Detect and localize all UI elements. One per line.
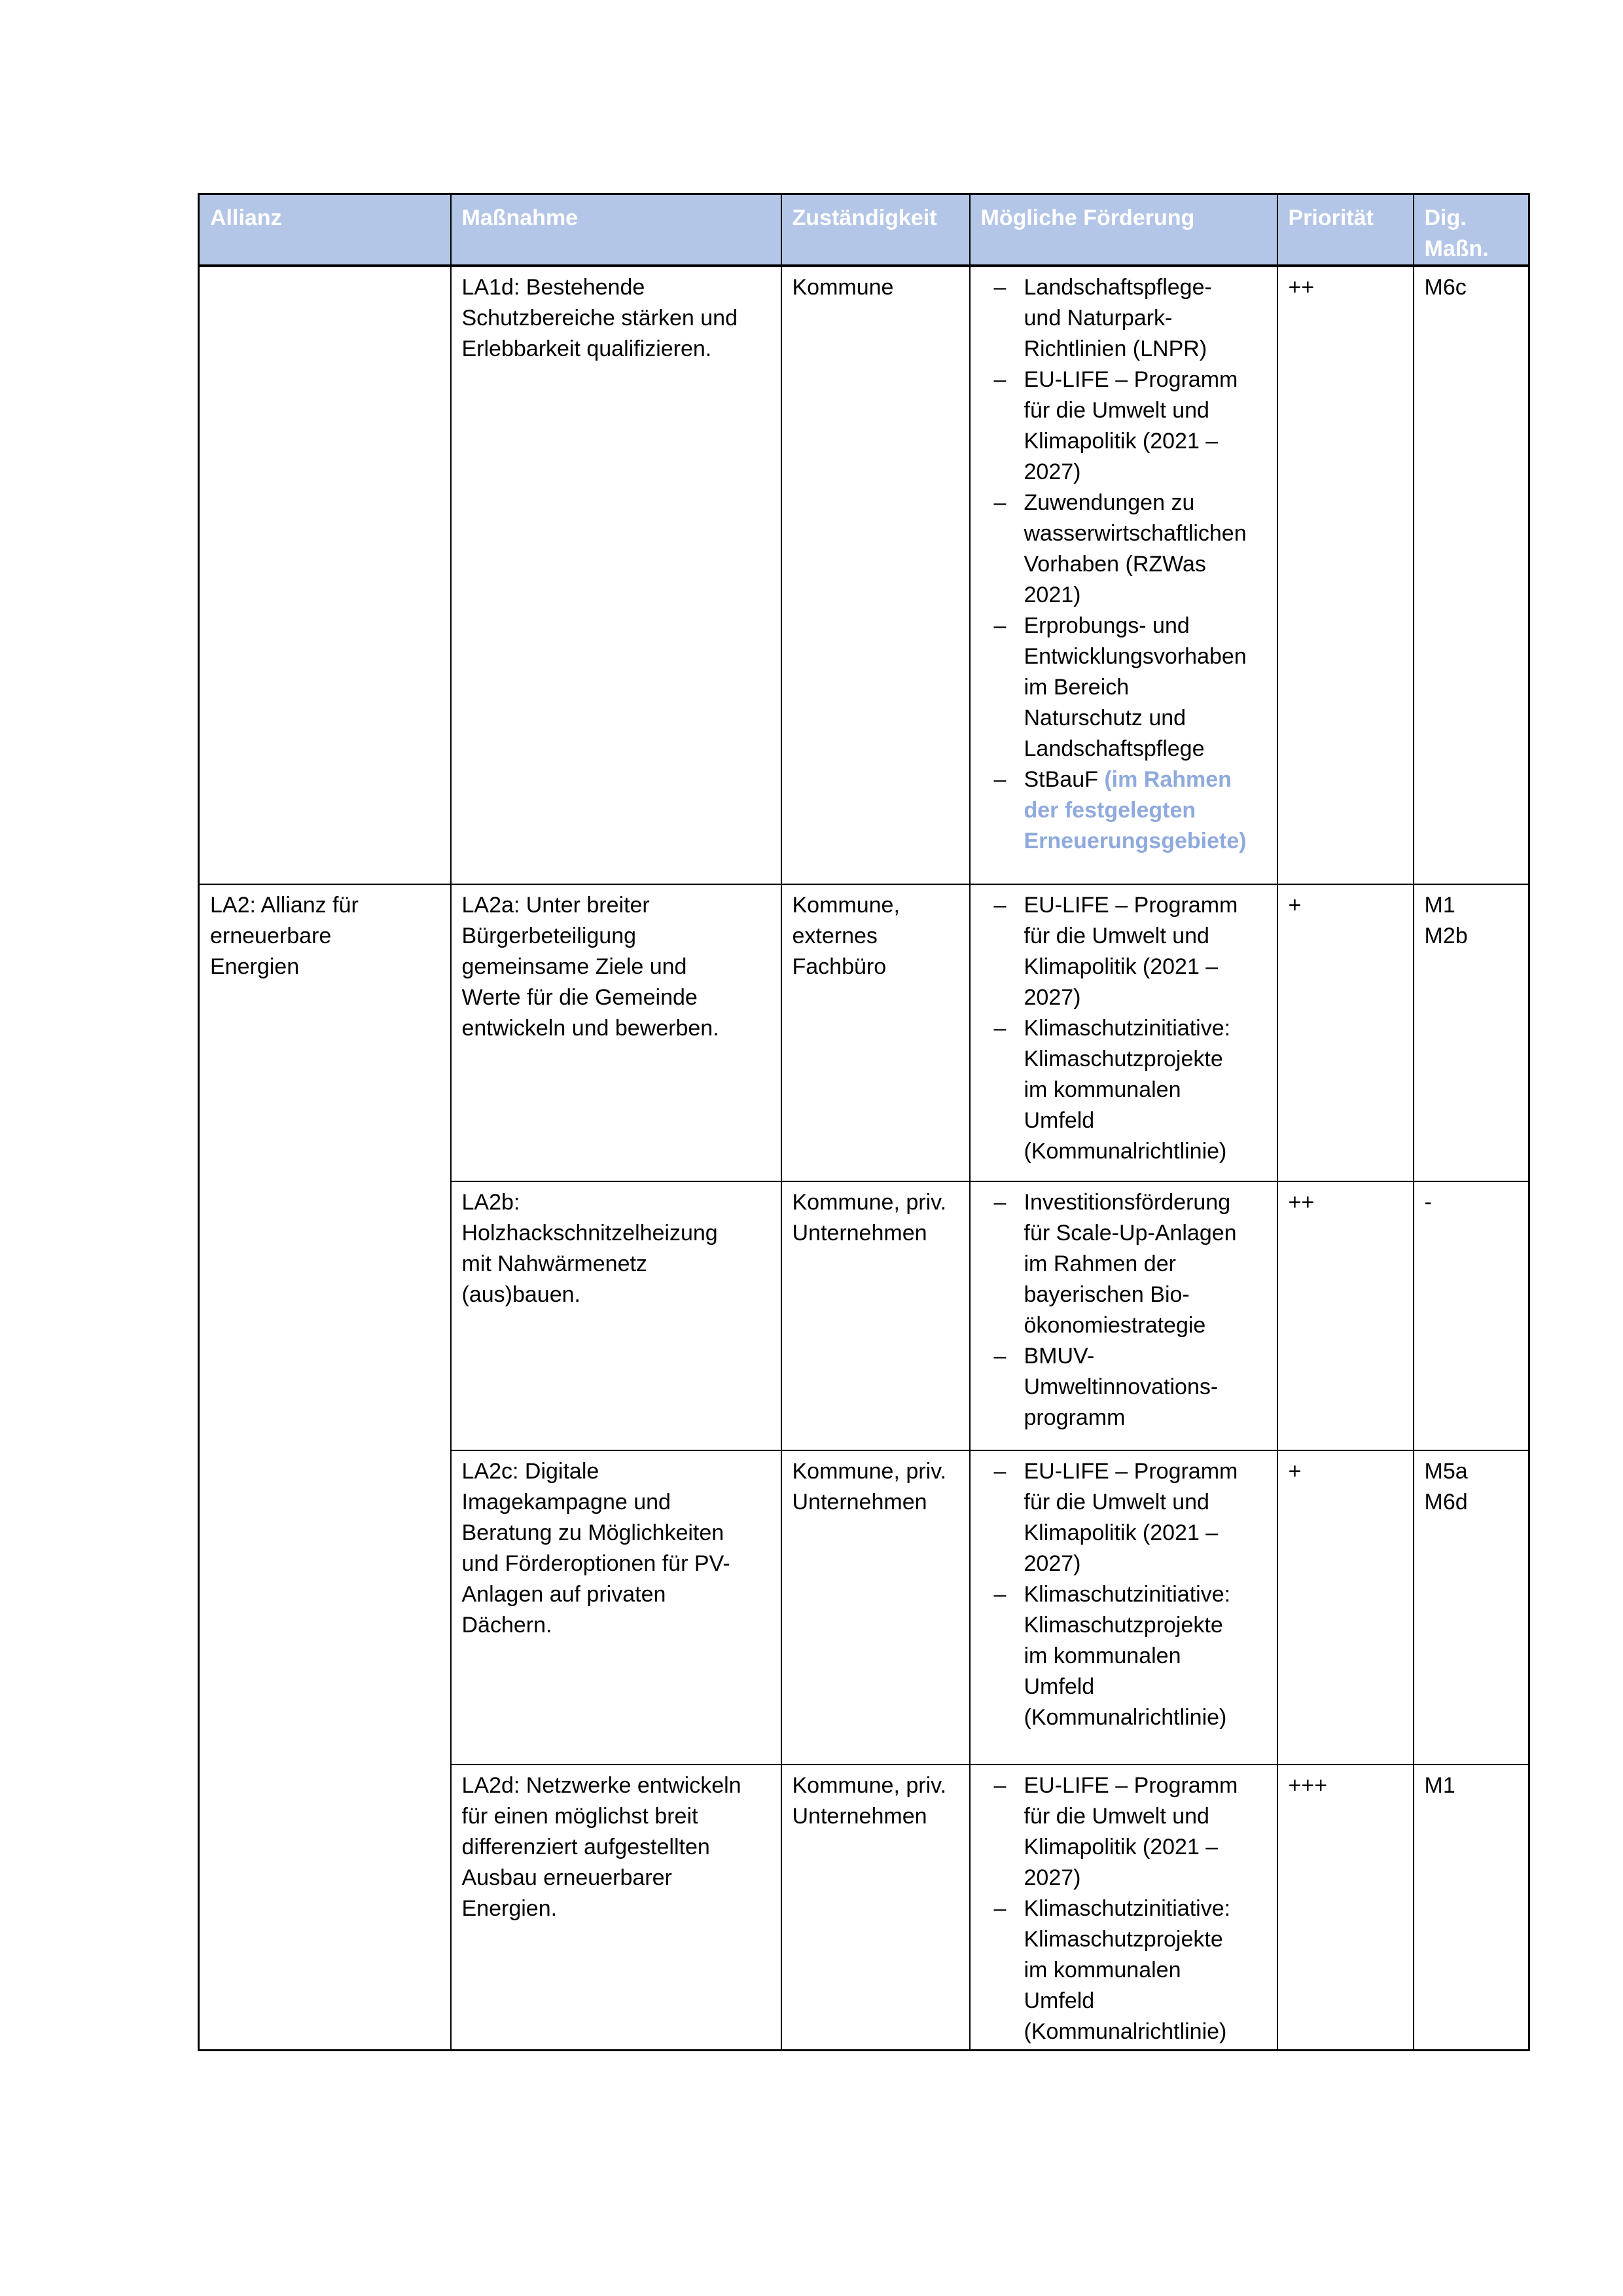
table-row-la1d	[199, 266, 1529, 884]
allianz-text: LA2: Allianz für erneuerbare Energien	[210, 893, 359, 979]
column-header-dig	[1414, 194, 1529, 266]
funding-item-text: Klimaschutzinitiative: Klimaschutzprojekte im kommunalen Umfeld (Kommunalrichtlinie)	[1024, 1016, 1231, 1164]
column-header-zustaendigkeit: Zuständigkeit	[781, 194, 970, 266]
funding-item-text: EU-LIFE – Programm für die Umwelt und Klimapolitik (2021 – 2027)	[1024, 1773, 1238, 1890]
prioritaet-value: ++	[1288, 1190, 1315, 1215]
prioritaet-value: +	[1288, 893, 1302, 918]
zustaendigkeit-text: Kommune, priv. Unternehmen	[792, 1773, 947, 1829]
funding-item	[994, 272, 1249, 365]
funding-list	[981, 1187, 1272, 1433]
massnahme-text: LA2b: Holzhackschnitzelheizung mit Nahwärmenetz (aus)bauen.	[461, 1190, 718, 1307]
massnahme-cell	[451, 266, 781, 884]
funding-item	[994, 611, 1249, 764]
funding-item-text: EU-LIFE – Programm für die Umwelt und Klimapolitik (2021 – 2027)	[1024, 1459, 1238, 1576]
prioritaet-value: +++	[1288, 1773, 1328, 1798]
massnahme-text: LA2c: Digitale Imagekampagne und Beratung zu Möglichkeiten und Förderoptionen für PV-Anlagen auf privaten Dächern.	[461, 1459, 730, 1638]
funding-item	[994, 1770, 1249, 1893]
dig-value: M1	[1424, 1773, 1455, 1798]
dig-cell	[1414, 266, 1529, 884]
dig-value: M6c	[1424, 275, 1467, 300]
massnahme-text: LA2d: Netzwerke entwickeln für einen möglichst breit differenziert aufgestellten Ausbau erneuerbarer Energien.	[461, 1773, 741, 1921]
allianz-cell-la2	[199, 884, 451, 2050]
foerderung-cell	[970, 1450, 1277, 1765]
funding-item	[994, 488, 1249, 611]
funding-item-text: Zuwendungen zu wasserwirtschaftlichen Vorhaben (RZWas 2021)	[1024, 490, 1247, 607]
funding-item-text: StBauF	[1024, 767, 1105, 792]
funding-item	[994, 1341, 1249, 1433]
dig-cell	[1414, 1450, 1529, 1765]
table-row-la2a	[199, 884, 1529, 1181]
prioritaet-value: +	[1288, 1459, 1302, 1484]
massnahme-cell	[451, 884, 781, 1181]
dig-cell	[1414, 1765, 1529, 2050]
zustaendigkeit-cell	[781, 1765, 970, 2050]
column-header-allianz: Allianz	[199, 194, 451, 266]
funding-item	[994, 764, 1249, 857]
funding-list	[981, 272, 1272, 857]
funding-list	[981, 1770, 1272, 2047]
funding-list	[981, 1456, 1272, 1733]
funding-item-text: EU-LIFE – Programm für die Umwelt und Klimapolitik (2021 – 2027)	[1024, 367, 1238, 484]
column-header-dig-label: Dig. Maßn.	[1424, 206, 1489, 261]
funding-item-text: Landschaftspflege- und Naturpark-Richtlinien (LNPR)	[1024, 275, 1212, 361]
funding-item	[994, 1456, 1249, 1579]
prioritaet-cell	[1277, 1181, 1414, 1450]
dig-cell	[1414, 1181, 1529, 1450]
allianz-cell-empty	[199, 266, 451, 884]
column-header-foerderung: Mögliche Förderung	[970, 194, 1277, 266]
funding-item-text: Klimaschutzinitiative: Klimaschutzprojekte im kommunalen Umfeld (Kommunalrichtlinie)	[1024, 1896, 1231, 2044]
funding-item-text: EU-LIFE – Programm für die Umwelt und Klimapolitik (2021 – 2027)	[1024, 893, 1238, 1010]
funding-item	[994, 365, 1249, 488]
dig-value: -	[1424, 1190, 1432, 1215]
zustaendigkeit-cell	[781, 884, 970, 1181]
prioritaet-cell	[1277, 1450, 1414, 1765]
foerderung-cell	[970, 884, 1277, 1181]
funding-item	[994, 890, 1249, 1013]
massnahme-cell	[451, 1450, 781, 1765]
prioritaet-value: ++	[1288, 275, 1315, 300]
zustaendigkeit-text: Kommune	[792, 275, 894, 300]
funding-item-text: Erprobungs- und Entwicklungsvorhaben im Bereich Naturschutz und Landschaftspflege	[1024, 613, 1247, 761]
funding-item-text: Klimaschutzinitiative: Klimaschutzprojekte im kommunalen Umfeld (Kommunalrichtlinie)	[1024, 1582, 1231, 1730]
foerderung-cell	[970, 1765, 1277, 2050]
prioritaet-cell	[1277, 266, 1414, 884]
dig-value: M1 M2b	[1424, 893, 1468, 948]
column-header-massnahme: Maßnahme	[451, 194, 781, 266]
zustaendigkeit-text: Kommune, externes Fachbüro	[792, 893, 900, 979]
dig-cell	[1414, 884, 1529, 1181]
table-header-row	[199, 194, 1529, 266]
zustaendigkeit-cell	[781, 1181, 970, 1450]
massnahme-text: LA1d: Bestehende Schutzbereiche stärken und Erlebbarkeit qualifizieren.	[461, 275, 738, 361]
massnahme-cell	[451, 1765, 781, 2050]
massnahme-cell	[451, 1181, 781, 1450]
measures-table	[198, 193, 1530, 2051]
foerderung-cell	[970, 266, 1277, 884]
funding-list	[981, 890, 1272, 1167]
funding-item-text: BMUV-Umweltinnovations-programm	[1024, 1344, 1219, 1430]
zustaendigkeit-text: Kommune, priv. Unternehmen	[792, 1190, 947, 1246]
funding-item	[994, 1893, 1249, 2047]
dig-value: M5a M6d	[1424, 1459, 1468, 1515]
funding-highlight: (im Rahmen der festgelegten Erneuerungsgebiete)	[1024, 767, 1247, 853]
foerderung-cell	[970, 1181, 1277, 1450]
zustaendigkeit-cell	[781, 266, 970, 884]
prioritaet-cell	[1277, 884, 1414, 1181]
funding-item-text: Investitionsförderung für Scale-Up-Anlagen im Rahmen der bayerischen Bio-ökonomiestrategie	[1024, 1190, 1237, 1338]
funding-item	[994, 1013, 1249, 1167]
zustaendigkeit-text: Kommune, priv. Unternehmen	[792, 1459, 947, 1515]
funding-item	[994, 1187, 1249, 1341]
column-header-prioritaet: Priorität	[1277, 194, 1414, 266]
zustaendigkeit-cell	[781, 1450, 970, 1765]
prioritaet-cell	[1277, 1765, 1414, 2050]
massnahme-text: LA2a: Unter breiter Bürgerbeteiligung gemeinsame Ziele und Werte für die Gemeinde entwickeln und bewerben.	[461, 893, 719, 1041]
funding-item	[994, 1579, 1249, 1733]
